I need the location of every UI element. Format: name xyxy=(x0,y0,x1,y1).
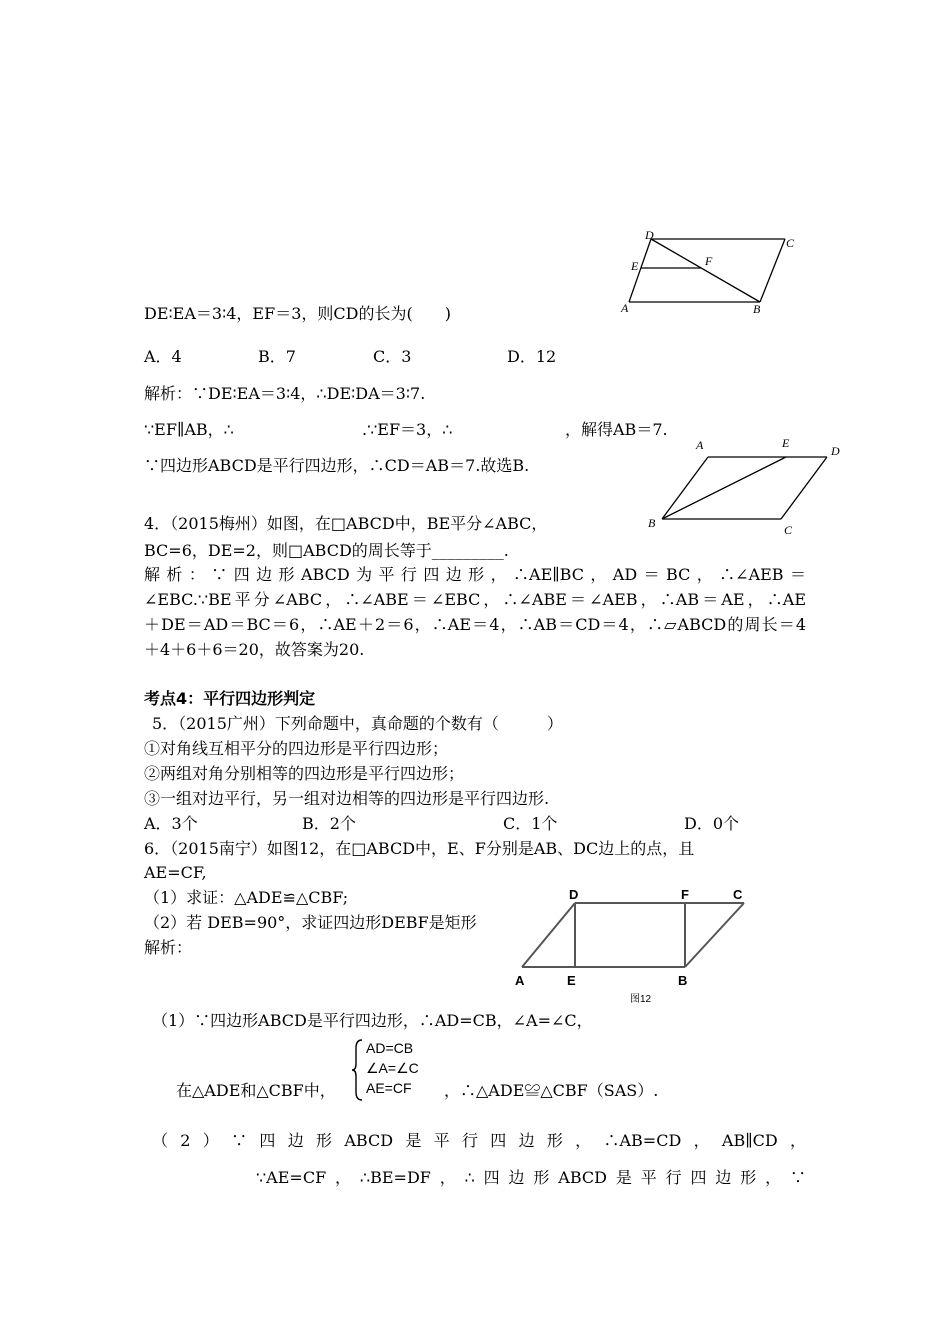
q5-stem: 5．（2015广州）下列命题中，真命题的个数有（ ） xyxy=(152,714,563,733)
label-b: B xyxy=(648,516,656,530)
q5-option-b: B．2个 xyxy=(302,814,356,833)
q4-stem-1: 4．（2015梅州）如图，在□ABCD中，BE平分∠ABC， xyxy=(144,514,548,533)
q6-sol1-line: （1）∵四边形ABCD是平行四边形，∴AD=CB，∠A=∠C， xyxy=(152,1011,593,1030)
label-e: E xyxy=(782,436,790,450)
label-b: B xyxy=(753,302,761,316)
q4-analysis-4: ＋4＋6＋6＝20，故答案为20. xyxy=(144,640,365,659)
q4-analysis-2: ∠EBC.∵BE平分∠ABC，∴∠ABE＝∠EBC，∴∠ABE＝∠AEB，∴AB＝AE，∴AE xyxy=(144,590,806,609)
condition-1: AD=CB xyxy=(366,1040,414,1056)
label-e: E xyxy=(567,973,576,988)
q6-stem-1: 6．（2015南宁）如图12，在□ABCD中，E、F分别是AB、DC边上的点，且 xyxy=(144,839,695,858)
label-a: A xyxy=(696,438,704,452)
segment-db xyxy=(651,239,760,302)
label-d: D xyxy=(645,228,654,242)
q4-analysis-1: 解析：∵四边形ABCD为平行四边形，∴AE∥BC，AD＝BC，∴∠AEB＝ xyxy=(144,565,806,584)
q3-stem: DE∶EA＝3∶4，EF＝3，则CD的长为( ) xyxy=(144,304,451,323)
q3-analysis-1: 解析：∵DE∶EA＝3∶4，∴DE∶DA＝3∶7. xyxy=(144,384,426,403)
label-d: D xyxy=(831,444,840,458)
q3-option-c: C．3 xyxy=(373,347,412,366)
q3-analysis-2a: ∵EF∥AB，∴ xyxy=(144,420,234,439)
section-heading: 考点4：平行四边形判定 xyxy=(144,689,316,708)
edge-ab xyxy=(662,457,708,519)
label-f: F xyxy=(705,254,713,268)
condition-3: AE=CF xyxy=(366,1080,412,1096)
q3-analysis-2b: .∵EF＝3，∴ xyxy=(362,420,453,439)
q6-sol2-line-1: （2）∵四边形ABCD是平行四边形，∴AB=CD，AB∥CD， xyxy=(152,1131,806,1150)
q4-analysis-3: ＋DE＝AD＝BC＝6，∴AE＋2＝6，∴AE＝4，∴AB＝CD＝4，∴▱ABCD的周长＝4 xyxy=(144,615,806,634)
label-c: C xyxy=(784,523,793,537)
q6-part-1: （1）求证：△ADE≌△CBF; xyxy=(144,888,349,907)
edge-ad xyxy=(522,903,575,967)
label-c: C xyxy=(786,236,795,250)
q5-option-a: A．3个 xyxy=(144,814,198,833)
edge-bc xyxy=(685,903,744,967)
brace-icon xyxy=(350,1038,364,1102)
figure-q3-parallelogram xyxy=(615,228,815,323)
segment-be xyxy=(662,457,786,519)
condition-2: ∠A=∠C xyxy=(366,1060,419,1076)
figure-q4-parallelogram xyxy=(640,433,850,543)
figure-q6-parallelogram xyxy=(505,882,765,1007)
label-a: A xyxy=(621,301,629,315)
q6-sol1-post: ，∴△ADE≌△CBF（SAS）. xyxy=(444,1081,659,1100)
label-f: F xyxy=(681,887,689,902)
q6-stem-2: AE=CF, xyxy=(144,863,207,882)
q5-item-3: ③一组对边平行，另一组对边相等的四边形是平行四边形. xyxy=(144,789,550,808)
q5-option-c: C．1个 xyxy=(503,814,558,833)
label-e: E xyxy=(631,259,639,273)
label-b: B xyxy=(678,973,688,988)
q3-analysis-3: ∵四边形ABCD是平行四边形，∴CD＝AB＝7.故选B. xyxy=(144,456,530,475)
q3-option-b: B．7 xyxy=(258,347,296,366)
q5-item-2: ②两组对角分别相等的四边形是平行四边形； xyxy=(144,764,465,783)
q4-stem-2: BC=6，DE=2，则□ABCD的周长等于_________. xyxy=(144,541,509,560)
q3-option-d: D．12 xyxy=(507,347,557,366)
q3-option-a: A．4 xyxy=(144,347,182,366)
q6-sol1-pre: 在△ADE和△CBF中， xyxy=(176,1081,336,1100)
label-a: A xyxy=(515,973,525,988)
edge-bc xyxy=(760,239,785,302)
q6-part-2: （2）若 DEB=90°，求证四边形DEBF是矩形 xyxy=(144,913,477,932)
q6-sol2-line-2: ∵AE=CF，∴BE=DF，∴四边形ABCD是平行四边形，∵ xyxy=(256,1168,806,1187)
label-c: C xyxy=(733,887,743,902)
q5-item-1: ①对角线互相平分的四边形是平行四边形； xyxy=(144,739,449,758)
edge-cd xyxy=(781,457,827,519)
figure-caption: 图12 xyxy=(630,994,652,1005)
q3-analysis-2c: ，解得AB＝7. xyxy=(565,420,668,439)
q5-option-d: D．0个 xyxy=(684,814,740,833)
q6-analysis-label: 解析： xyxy=(144,938,193,957)
label-d: D xyxy=(569,887,579,902)
